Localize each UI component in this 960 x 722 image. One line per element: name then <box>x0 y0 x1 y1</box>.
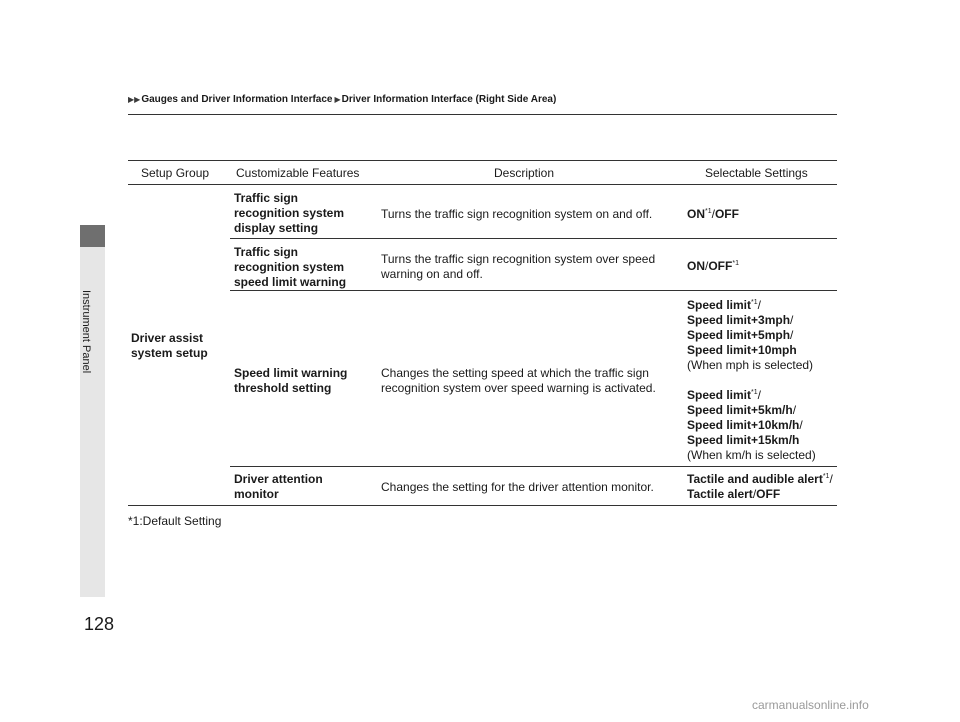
feature-description: Changes the setting for the driver attention monitor. <box>381 480 654 494</box>
feature-name: Speed limit warning threshold setting <box>234 366 348 395</box>
row-divider <box>230 466 837 467</box>
selectable-settings-kmh: Speed limit$^{*1}$/ Speed limit+5km/h/ Speed limit+10km/h/ Speed limit+15km/h (When km/h is selected) <box>687 388 816 462</box>
feature-description: Turns the traffic sign recognition system on and off. <box>381 207 653 221</box>
table-bottom-rule <box>128 505 837 506</box>
footnote: *1:Default Setting <box>128 514 222 528</box>
selectable-settings: ON/OFF$^{*1}$ <box>687 259 739 273</box>
column-header-settings: Selectable Settings <box>705 166 808 180</box>
selectable-settings: Tactile and audible alert$^{*1}$/ Tactile alert/OFF <box>687 472 833 501</box>
selectable-settings: ON$^{*1}$/OFF <box>687 207 739 221</box>
feature-description: Changes the setting speed at which the traffic sign recognition system over speed warning is activated. <box>381 366 656 395</box>
column-header-features: Customizable Features <box>236 166 360 180</box>
breadcrumb <box>128 94 558 105</box>
section-tab <box>80 225 105 247</box>
breadcrumb-arrow-icon: ▶ <box>334 95 341 104</box>
section-label: Instrument Panel <box>80 290 92 374</box>
breadcrumb-item[interactable]: Driver Information Interface (Right Side Area) <box>341 94 557 105</box>
watermark: carmanualsonline.info <box>752 698 869 712</box>
selectable-settings-mph: Speed limit$^{*1}$/ Speed limit+3mph/ Speed limit+5mph/ Speed limit+10mph (When mph is selected) <box>687 298 814 372</box>
feature-name: Traffic sign recognition system display setting <box>234 191 345 235</box>
column-header-description: Description <box>494 166 555 180</box>
setup-group-label: Driver assist system setup <box>131 331 208 360</box>
breadcrumb-arrow-icon: ▶▶ <box>128 95 141 104</box>
feature-description: Turns the traffic sign recognition system over speed warning on and off. <box>381 252 656 281</box>
table-top-rule <box>128 160 837 161</box>
row-divider <box>230 290 837 291</box>
column-header-setup-group: Setup Group <box>141 166 210 180</box>
row-divider <box>230 238 837 239</box>
feature-name: Driver attention monitor <box>234 472 323 501</box>
breadcrumb-item[interactable]: Gauges and Driver Information Interface <box>141 94 333 105</box>
table-header-rule <box>128 184 837 185</box>
header-rule <box>128 114 837 115</box>
feature-name: Traffic sign recognition system speed limit warning <box>234 245 347 289</box>
page-number: 128 <box>84 614 115 634</box>
